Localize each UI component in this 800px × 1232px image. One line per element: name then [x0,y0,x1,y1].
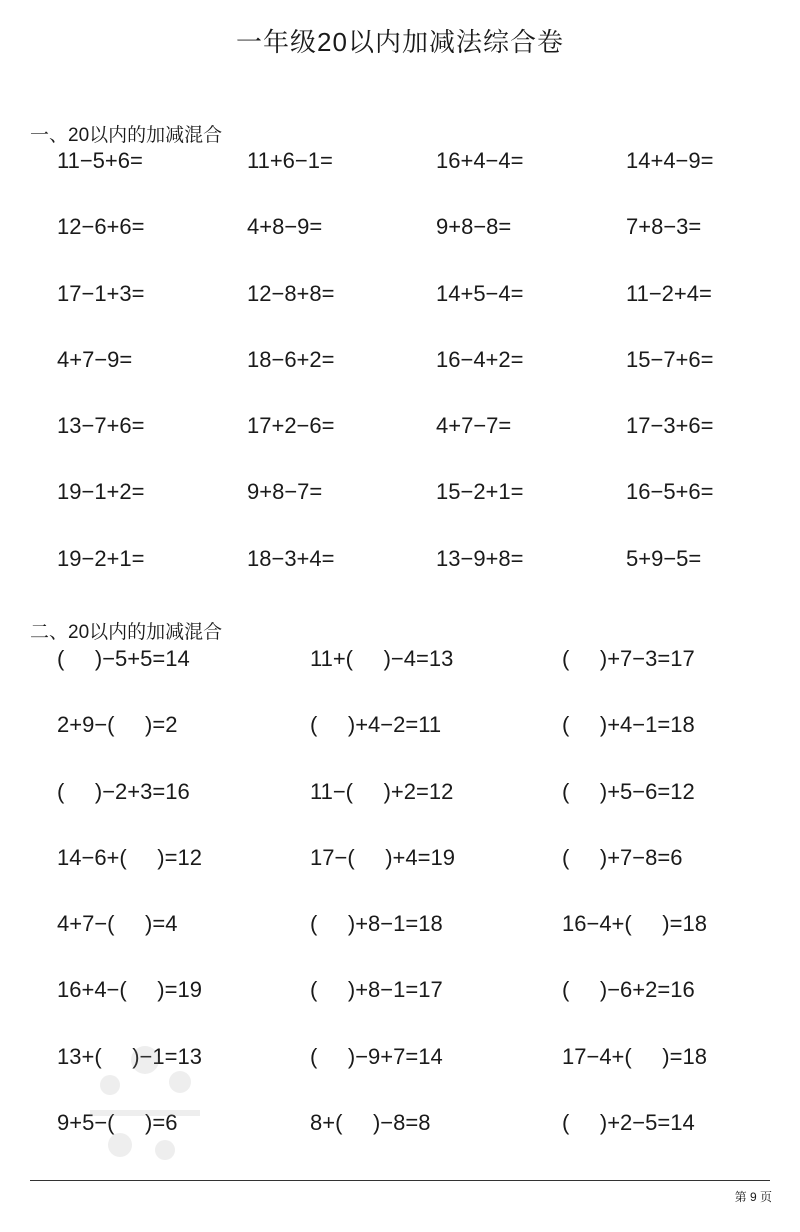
section-2-problem: 16+4−( )=19 [57,977,202,1003]
section-1-problem: 16−4+2= [436,346,524,372]
section-1-row [0,214,800,280]
section-1-problem: 12−6+6= [57,214,145,240]
section-2-problem: 11−( )+2=12 [310,778,454,804]
section-1-problem: 9+8−7= [247,479,323,505]
section-2-problem: 13+( )−1=13 [57,1043,202,1069]
section-1-problem: 17+2−6= [247,413,335,439]
section-1-problem: 14+4−9= [626,148,714,173]
section-1-problem: 11−5+6= [57,148,143,173]
section-2-problem: ( )+7−3=17 [562,646,695,671]
section-1-problem: 11−2+4= [626,280,712,306]
section-2-problem: 17−( )+4=19 [310,844,455,870]
section-2-problem: 14−6+( )=12 [57,844,202,870]
section-1-problem: 15−7+6= [626,346,714,372]
section-2-problem: ( )+4−1=18 [562,712,695,738]
section-2-problem: ( )−9+7=14 [310,1043,443,1069]
section-1-problem: 12−8+8= [247,280,335,306]
section-2-problem: ( )+4−2=11 [310,712,442,738]
section-1-row [0,148,800,214]
section-2-row [0,845,800,911]
section-2-problem: ( )+5−6=12 [562,778,695,804]
section-1-problem: 17−3+6= [626,413,714,439]
section-2-problem: ( )+8−1=17 [310,977,443,1003]
section-2-problems [0,646,800,1176]
section-1-row [0,546,800,612]
section-1-problem: 13−7+6= [57,413,145,439]
section-2-row [0,646,800,712]
section-1-problem: 4+7−7= [436,413,512,439]
page-number: 第 9 页 [734,1190,772,1204]
section-1-problem: 15−2+1= [436,479,524,505]
section-2-problem: 8+( )−8=8 [310,1110,431,1136]
section-2-row [0,1044,800,1110]
section-2-row [0,779,800,845]
section-2-row [0,911,800,977]
section-1-problem: 17−1+3= [57,280,145,306]
page-title: 一年级20以内加减法综合卷 [236,27,564,57]
section-1-heading: 一、20以内的加减混合 [30,125,223,146]
section-1-problem: 19−2+1= [57,545,145,571]
section-1-problem: 5+9−5= [626,545,702,571]
section-2-heading: 二、20以内的加减混合 [30,622,223,643]
section-2-problem: 11+( )−4=13 [310,646,454,671]
section-1-row [0,413,800,479]
section-1-problem: 4+8−9= [247,214,323,240]
section-1-problem: 16−5+6= [626,479,714,505]
section-2-problem: 2+9−( )=2 [57,712,178,738]
section-1-problem: 4+7−9= [57,346,133,372]
section-1-problem: 11+6−1= [247,148,333,173]
section-2-problem: ( )+2−5=14 [562,1110,695,1136]
section-2-problem: 4+7−( )=4 [57,911,178,937]
section-1-problem: 7+8−3= [626,214,702,240]
section-1-problem: 18−6+2= [247,346,335,372]
footer-divider [30,1180,770,1181]
section-2-problem: 17−4+( )=18 [562,1043,707,1069]
section-1-problem: 16+4−4= [436,148,524,173]
section-2-problem: ( )−5+5=14 [57,646,190,671]
section-1-problems [0,148,800,612]
section-2-row [0,1110,800,1176]
section-1-row [0,479,800,545]
section-2-row [0,712,800,778]
section-1-problem: 14+5−4= [436,280,524,306]
section-2-problem: 16−4+( )=18 [562,911,707,937]
section-2-problem: ( )−6+2=16 [562,977,695,1003]
section-2-problem: ( )+8−1=18 [310,911,443,937]
section-1-problem: 13−9+8= [436,545,524,571]
section-1-problem: 9+8−8= [436,214,512,240]
section-1-problem: 19−1+2= [57,479,145,505]
section-2-row [0,977,800,1043]
section-2-problem: 9+5−( )=6 [57,1110,178,1136]
section-1-row [0,347,800,413]
section-2-problem: ( )+7−8=6 [562,844,683,870]
section-1-problem: 18−3+4= [247,545,335,571]
section-2-problem: ( )−2+3=16 [57,778,190,804]
section-1-row [0,281,800,347]
